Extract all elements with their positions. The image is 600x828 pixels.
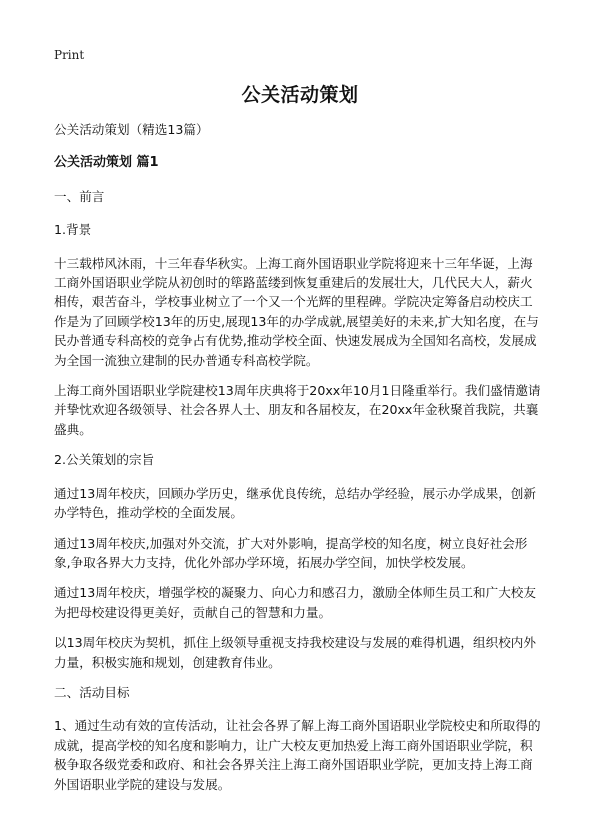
paragraph-purpose-4: 以13周年校庆为契机，抓住上级领导重视支持我校建设与发展的难得机遇，组织校内外力量，积极实施和规划，创建教育伟业。	[54, 635, 536, 670]
heading-goals: 二、活动目标	[54, 684, 130, 700]
article-content	[54, 120, 542, 805]
heading-purpose: 2.公关策划的宗旨	[54, 452, 155, 468]
heading-intro: 一、前言	[54, 188, 105, 204]
article-subtitle: 公关活动策划（精选13篇）	[54, 122, 209, 137]
paragraph-purpose-2: 通过13周年校庆,加强对外交流，扩大对外影响，提高学校的知名度，树立良好社会形象,争取各界大力支持，优化外部办学环境，拓展办学空间，加快学校发展。	[54, 535, 528, 570]
page-title: 公关活动策划	[241, 84, 359, 106]
paragraph-background-2: 上海工商外国语职业学院建校13周年庆典将于20xx年10月1日隆重举行。我们盛情邀请并挚忱欢迎各级领导、社会各界人士、朋友和各届校友，在20xx年金秋聚首我院，共襄盛典。	[54, 383, 541, 437]
paragraph-goals-1: 1、通过生动有效的宣传活动，让社会各界了解上海工商外国语职业学院校史和所取得的成就，提高学校的知名度和影响力，让广大校友更加热爱上海工商外国语职业学院，积极争取各级党委和政府、和社会各界关注上海工商外国语职业学院，更加支持上海工商外国语职业学院的建设与发展。	[54, 718, 541, 792]
paragraph-purpose-3: 通过13周年校庆，增强学校的凝聚力、向心力和感召力，激励全体师生员工和广大校友为把母校建设得更美好，贡献自己的智慧和力量。	[54, 585, 536, 620]
section-title: 公关活动策划 篇1	[54, 155, 159, 171]
paragraph-background-1: 十三载栉风沐雨，十三年春华秋实。上海工商外国语职业学院将迎来十三年华诞，上海工商外国语职业学院从初创时的筚路蓝缕到恢复重建后的发展壮大，几代民大人，薪火相传，艰苦奋斗，学校事业树立了一个又一个光辉的里程碑。学院决定筹备启动校庆工作是为了回顾学校13年的历史,展现13年的办学成就,展望美好的未来,扩大知名度，在与民办普通专科高校的竞争占有优势,推动学校全面、快速发展成为全国知名高校，发展成为全国一流独立建制的民办普通专科高校学院。	[54, 255, 539, 368]
print-link[interactable]: Print	[54, 48, 85, 62]
heading-background: 1.背景	[54, 222, 92, 238]
paragraph-purpose-1: 通过13周年校庆，回顾办学历史，继承优良传统，总结办学经验，展示办学成果，创新办学特色，推动学校的全面发展。	[54, 485, 536, 521]
